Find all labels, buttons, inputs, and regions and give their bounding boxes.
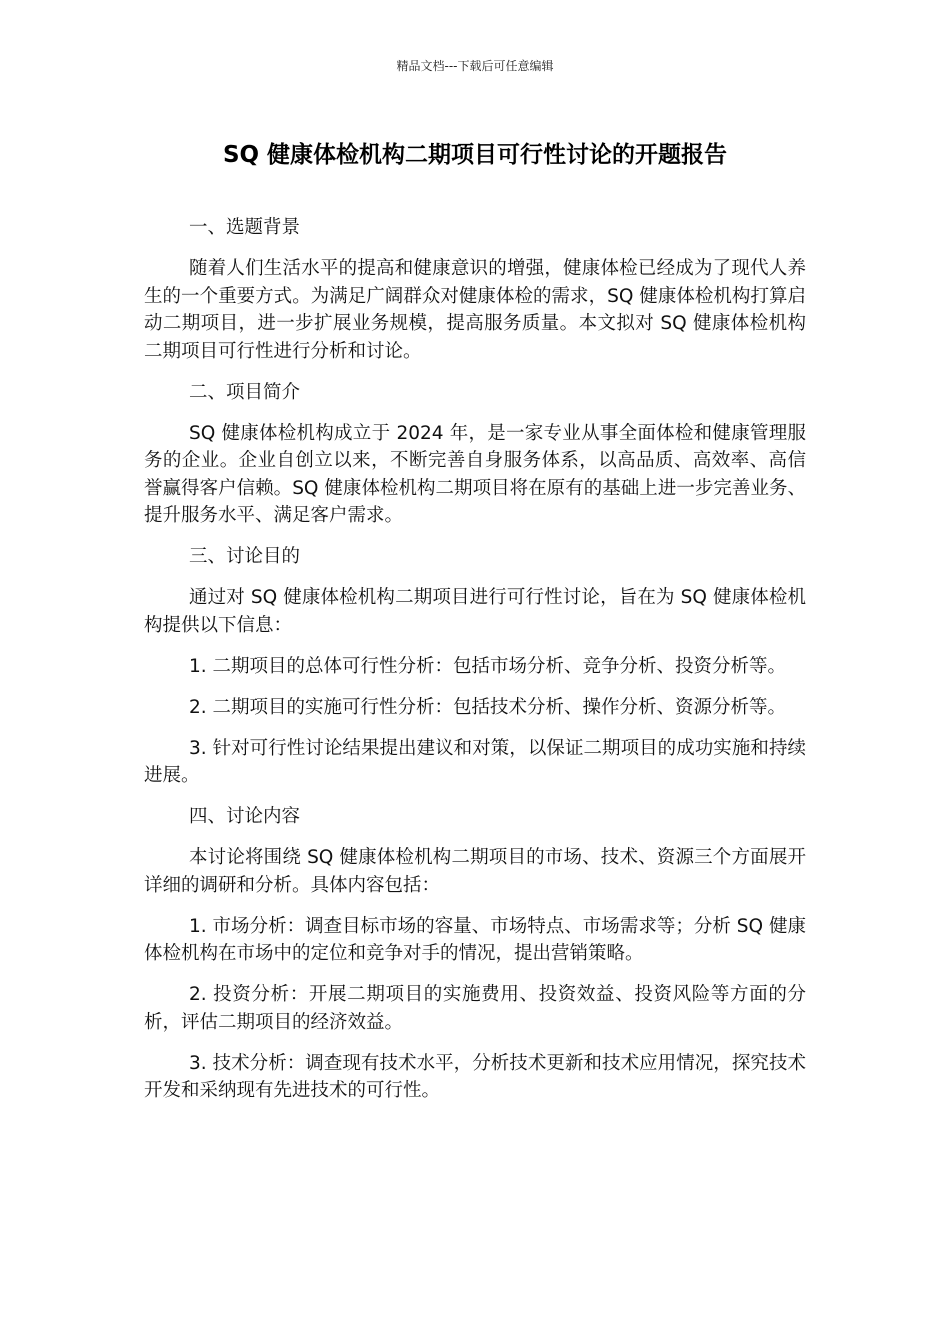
list-item-content-1: 1. 市场分析：调查目标市场的容量、市场特点、市场需求等；分析 SQ 健康体检机构在市场中的定位和竞争对手的情况，提出营销策略。 [144,915,806,964]
document-body [144,214,806,1118]
section-heading-content: 四、讨论内容 [189,806,301,827]
paragraph-intro: SQ 健康体检机构成立于 2024 年，是一家专业从事全面体检和健康管理服务的企业。企业自创立以来，不断完善自身服务体系，以高品质、高效率、高信誉赢得客户信赖。SQ 健康体检机构二期项目将在原有的基础上进一步完善业务、提升服务水平、满足客户需求。 [144,422,806,526]
list-item-content-3: 3. 技术分析：调查现有技术水平，分析技术更新和技术应用情况，探究技术开发和采纳现有先进技术的可行性。 [144,1052,806,1101]
paragraph-background: 随着人们生活水平的提高和健康意识的增强，健康体检已经成为了现代人养生的一个重要方式。为满足广阔群众对健康体检的需求，SQ 健康体检机构打算启动二期项目，进一步扩展业务规模，提高服务质量。本文拟对 SQ 健康体检机构二期项目可行性进行分析和讨论。 [144,258,806,362]
paragraph-content: 本讨论将围绕 SQ 健康体检机构二期项目的市场、技术、资源三个方面展开详细的调研和分析。具体内容包括： [144,847,806,896]
document-title: SQ 健康体检机构二期项目可行性讨论的开题报告 [222,142,728,168]
list-item-purpose-3: 3. 针对可行性讨论结果提出建议和对策，以保证二期项目的成功实施和持续进展。 [144,737,806,786]
list-item-content-2: 2. 投资分析：开展二期项目的实施费用、投资效益、投资风险等方面的分析，评估二期项目的经济效益。 [144,984,806,1033]
header-note: 精品文档---下载后可任意编辑 [396,59,554,73]
list-item-purpose-2: 2. 二期项目的实施可行性分析：包括技术分析、操作分析、资源分析等。 [189,696,787,718]
section-heading-purpose: 三、讨论目的 [189,546,301,567]
paragraph-purpose: 通过对 SQ 健康体检机构二期项目进行可行性讨论，旨在为 SQ 健康体检机构提供以下信息： [144,587,806,636]
list-item-purpose-1: 1. 二期项目的总体可行性分析：包括市场分析、竞争分析、投资分析等。 [189,655,787,677]
section-heading-intro: 二、项目简介 [189,381,301,403]
section-heading-background: 一、选题背景 [189,217,301,238]
